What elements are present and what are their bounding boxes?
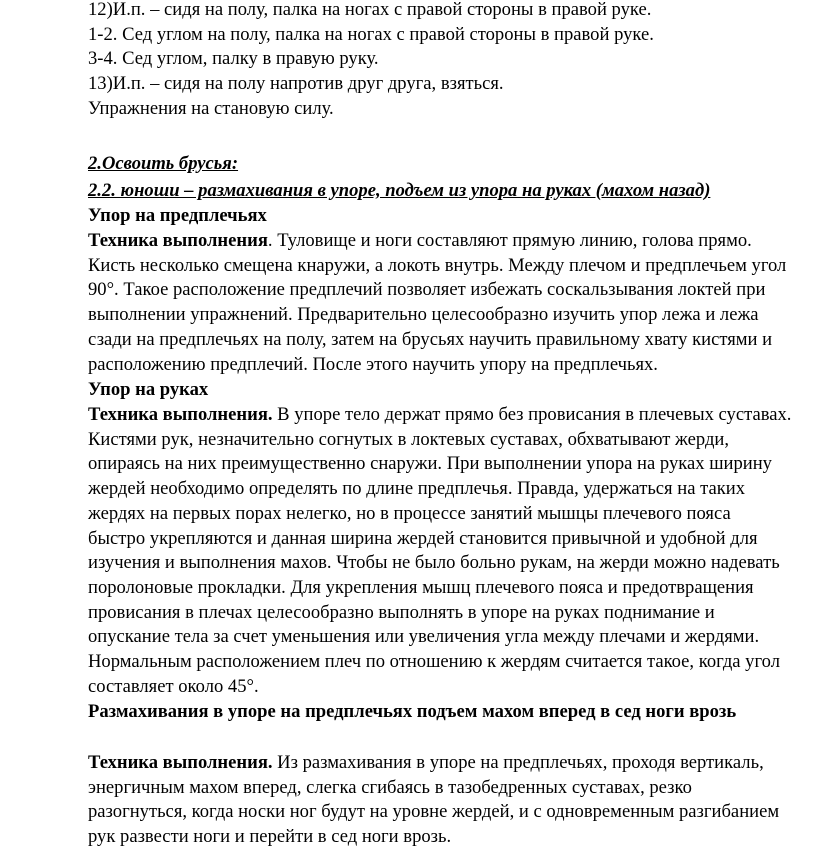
paragraph-line: разогнуться, когда носки ног будут на уровне жердей, и с одновременным разгибанием	[88, 801, 780, 823]
exercise-line-12: 12)И.п. – сидя на полу, палка на ногах с правой стороны в правой руке.	[88, 0, 652, 20]
paragraph-line: сзади на предплечьях на полу, затем на брусьях научить правильному хвату кистями и	[88, 328, 773, 350]
heading-support-forearms: Упор на предплечьях	[88, 205, 267, 226]
paragraph-line: опускание тела за счет уменьшения или увеличения угла между плечами и жердями.	[88, 626, 760, 648]
heading-support-hands: Упор на руках	[88, 379, 209, 400]
exercise-line-strength: Упражнения на становую силу.	[88, 97, 334, 119]
paragraph-line: Техника выполнения. В упоре тело держат прямо без провисания в плечевых суставах.	[88, 404, 792, 425]
technique-label: Техника выполнения.	[88, 404, 273, 425]
paragraph-line: провисания в плечах целесообразно выполнять в упоре на руках поднимание и	[88, 601, 715, 623]
paragraph-line: Техника выполнения. Туловище и ноги составляют прямую линию, голова прямо.	[88, 230, 752, 251]
paragraph-line: Кистями рук, незначительно согнутых в локтевых суставах, обхватывают жерди,	[88, 428, 730, 450]
exercise-line-13: 13)И.п. – сидя на полу напротив друг друга, взяться.	[88, 73, 504, 95]
paragraph-line: энергичным махом вперед, слегка сгибаясь в тазобедренных суставах, резко	[88, 776, 692, 798]
heading-swing: Размахивания в упоре на предплечьях подъем махом вперед в сед ноги врозь	[88, 701, 737, 722]
technique-label: Техника выполнения.	[88, 752, 273, 773]
paragraph-line: составляет около 45°.	[88, 675, 259, 697]
paragraph-line: жердях на первых порах нелегко, но в процессе занятий мышцы плечевого пояса	[88, 502, 731, 524]
technique-label: Техника выполнения	[88, 230, 268, 251]
paragraph-line: Техника выполнения. Из размахивания в упоре на предплечьях, проходя вертикаль,	[88, 752, 764, 773]
exercise-list	[88, 0, 654, 122]
paragraph-line: опираясь на них преимущественно снаружи. При выполнении упора на руках ширину	[88, 453, 772, 475]
exercise-line-3-4: 3-4. Сед углом, палку в правую руку.	[88, 48, 379, 70]
paragraph-line: расположению предплечий. После этого научить упору на предплечьях.	[88, 353, 658, 375]
paragraph-line: быстро укрепляются и данная ширина жердей становится привычной и удобной для	[88, 527, 758, 549]
paragraph-line: рук развести ноги и перейти в сед ноги врозь.	[88, 826, 452, 848]
paragraph-line: изучения и выполнения махов. Чтобы не было больно рукам, на жерди можно надевать	[88, 552, 780, 574]
section-title: 2.Освоить брусья:	[88, 153, 239, 174]
paragraph-line: выполнении упражнений. Предварительно целесообразно изучить упор лежа и лежа	[88, 304, 759, 326]
paragraph-line: жердей необходимо определять по длине предплечья. Правда, удержаться на таких	[88, 478, 745, 500]
paragraph-line: 90°. Такое расположение предплечий позволяет избежать соскальзывания локтей при	[88, 279, 766, 301]
paragraph-line: Нормальным расположением плеч по отношению к жердям считается такое, когда угол	[88, 651, 780, 673]
paragraph-line: Кисть несколько смещена кнаружи, а локоть внутрь. Между плечом и предплечьем угол	[88, 254, 787, 276]
subsection-title: 2.2. юноши – размахивания в упоре, подъем из упора на руках (махом назад)	[88, 180, 711, 201]
paragraph-swing	[88, 751, 779, 850]
exercise-line-1-2: 1-2. Сед углом на полу, палка на ногах с правой стороны в правой руке.	[88, 23, 654, 45]
paragraph-support-forearms	[88, 229, 786, 377]
paragraph-support-hands	[88, 403, 791, 699]
paragraph-line: поролоновые прокладки. Для укрепления мышц плечевого пояса и предотвращения	[88, 576, 754, 598]
